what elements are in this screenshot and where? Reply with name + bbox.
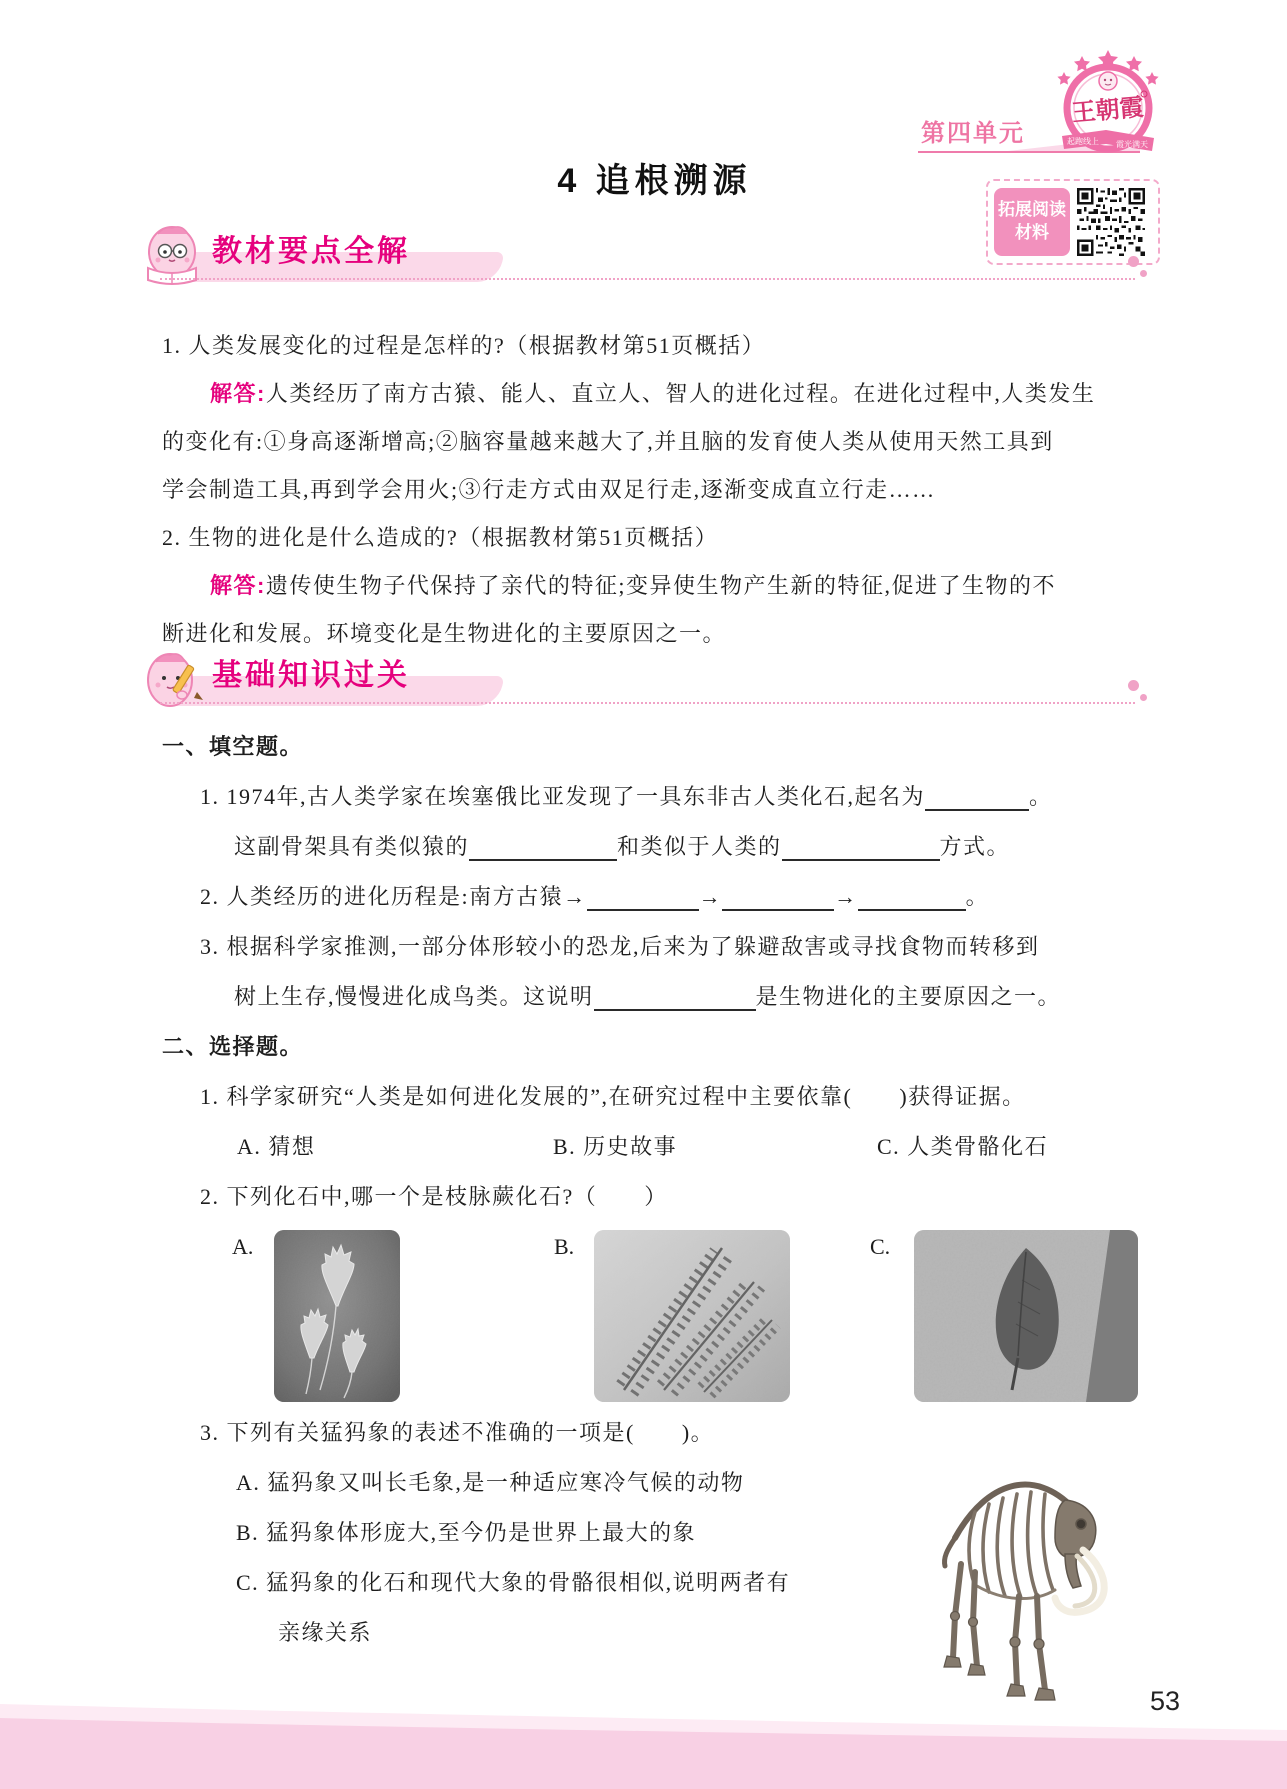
page-number: 53 xyxy=(1150,1686,1181,1716)
choice-q2: 2. 下列化石中,哪一个是枝脉蕨化石?（ ） xyxy=(200,1184,668,1209)
choice-q3-option-c: C. 猛犸象的化石和现代大象的骨骼很相似,说明两者有 xyxy=(236,1570,791,1595)
footer-band xyxy=(0,1700,1287,1789)
option-c: C. 人类骨骼化石 xyxy=(877,1134,1049,1159)
section-basics-title: 基础知识过关 xyxy=(212,659,410,692)
section-key-points-title: 教材要点全解 xyxy=(212,235,410,268)
fill-q1-text4: 方式。 xyxy=(939,834,1011,859)
option-c-label: C. xyxy=(870,1234,891,1259)
answer-blank xyxy=(469,827,617,861)
fill-q1-line1 xyxy=(162,772,1150,822)
page-title: 4 追根溯源 xyxy=(557,162,752,200)
fill-in-title: 一、填空题。 xyxy=(162,734,304,759)
qr-label-line1: 拓展阅读 xyxy=(998,200,1066,220)
key-points-body xyxy=(162,322,1150,658)
divider-dot xyxy=(1140,270,1147,277)
answer-2-line2: 断进化和发展。环境变化是生物进化的主要原因之一。 xyxy=(162,621,727,646)
divider-dot xyxy=(1128,256,1139,267)
option-a-label: A. xyxy=(232,1234,254,1259)
answer-blank xyxy=(925,777,1029,811)
answer-label: 解答: xyxy=(210,573,266,598)
portrait-icon xyxy=(1099,72,1117,90)
fill-q2-text: 2. 人类经历的进化历程是:南方古猿→ xyxy=(200,884,587,909)
arrow-glyph: → xyxy=(834,884,858,909)
option-b: B. 历史故事 xyxy=(553,1134,678,1159)
answer-blank xyxy=(587,877,699,911)
choice-title: 二、选择题。 xyxy=(162,1034,304,1059)
ribbon-text-right: 霞光满天 xyxy=(1116,140,1148,149)
question-2: 2. 生物的进化是什么造成的?（根据教材第51页概括） xyxy=(162,525,719,550)
answer-blank xyxy=(858,877,966,911)
brand-logo-icon xyxy=(1056,48,1160,160)
answer-label: 解答: xyxy=(210,381,266,406)
answer-2-line1 xyxy=(162,562,1150,610)
answer-blank xyxy=(782,827,940,861)
fill-q1-text3: 和类似于人类的 xyxy=(617,834,782,859)
qr-label-line2: 材料 xyxy=(1015,223,1049,242)
choice-q3-option-c-cont: 亲缘关系 xyxy=(278,1620,373,1645)
fossil-options-row xyxy=(162,1230,1150,1406)
choice-q1: 1. 科学家研究“人类是如何进化发展的”,在研究过程中主要依靠( )获得证据。 xyxy=(200,1084,1026,1109)
brand-logo xyxy=(1056,48,1160,165)
fill-q3-text2: 是生物进化的主要原因之一。 xyxy=(755,984,1062,1009)
fossil-image-fern xyxy=(594,1230,790,1402)
mammoth-skeleton-image xyxy=(915,1446,1110,1713)
answer-2-text1: 遗传使生物子代保持了亲代的特征;变异使生物产生新的特征,促进了生物的不 xyxy=(265,573,1056,598)
unit-label: 第四单元 xyxy=(921,120,1025,147)
choice-q3-option-a: A. 猛犸象又叫长毛象,是一种适应寒冷气候的动物 xyxy=(236,1470,745,1495)
fill-q3-line1: 3. 根据科学家推测,一部分体形较小的恐龙,后来为了躲避敌害或寻找食物而转移到 xyxy=(200,934,1040,959)
fill-q3-line2 xyxy=(162,972,1150,1022)
dotted-divider xyxy=(160,702,1135,704)
fill-q3-text: 树上生存,慢慢进化成鸟类。这说明 xyxy=(234,984,594,1009)
choice-q3: 3. 下列有关猛犸象的表述不准确的一项是( )。 xyxy=(200,1420,715,1445)
answer-blank xyxy=(722,877,834,911)
section-key-points-header xyxy=(150,226,1145,290)
answer-1-line1 xyxy=(162,370,1150,418)
dotted-divider xyxy=(160,278,1135,280)
fill-q1-text2: 这副骨架具有类似猿的 xyxy=(234,834,470,859)
choice-q3-option-b: B. 猛犸象体形庞大,至今仍是世界上最大的象 xyxy=(236,1520,697,1545)
mascot-reading-icon xyxy=(138,222,206,293)
fill-q1-line2 xyxy=(162,822,1150,872)
fossil-image-ginkgo xyxy=(274,1230,400,1402)
choice-q3-block xyxy=(162,1408,942,1658)
option-a: A. 猜想 xyxy=(237,1134,316,1159)
basics-body xyxy=(162,722,1150,1222)
answer-blank xyxy=(594,977,756,1011)
fossil-image-leaf xyxy=(914,1230,1138,1402)
ribbon-text-left: 起跑线上 xyxy=(1067,137,1099,146)
divider-dot xyxy=(1128,680,1139,691)
answer-1-line3: 学会制造工具,再到学会用火;③行走方式由双足行走,逐渐变成直立行走…… xyxy=(162,477,936,502)
brand-name: 王朝霞 xyxy=(1070,94,1145,128)
fill-q2 xyxy=(162,872,1150,922)
fill-q1-text: 1. 1974年,古人类学家在埃塞俄比亚发现了一具东非古人类化石,起名为 xyxy=(200,784,926,809)
option-b-label: B. xyxy=(554,1234,575,1259)
choice-q1-options xyxy=(162,1122,1150,1172)
arrow-glyph: → xyxy=(698,884,723,909)
answer-1-text1: 人类经历了南方古猿、能人、直立人、智人的进化过程。在进化过程中,人类发生 xyxy=(265,381,1096,406)
section-basics-header xyxy=(150,650,1145,714)
mascot-writing-icon xyxy=(138,646,206,717)
answer-1-line2: 的变化有:①身高逐渐增高;②脑容量越来越大了,并且脑的发育使人类从使用天然工具到 xyxy=(162,429,1054,454)
question-1: 1. 人类发展变化的过程是怎样的?（根据教材第51页概括） xyxy=(162,333,766,358)
fill-q1-period: 。 xyxy=(1029,784,1053,809)
fill-q2-period: 。 xyxy=(965,884,990,909)
divider-dot xyxy=(1140,694,1147,701)
